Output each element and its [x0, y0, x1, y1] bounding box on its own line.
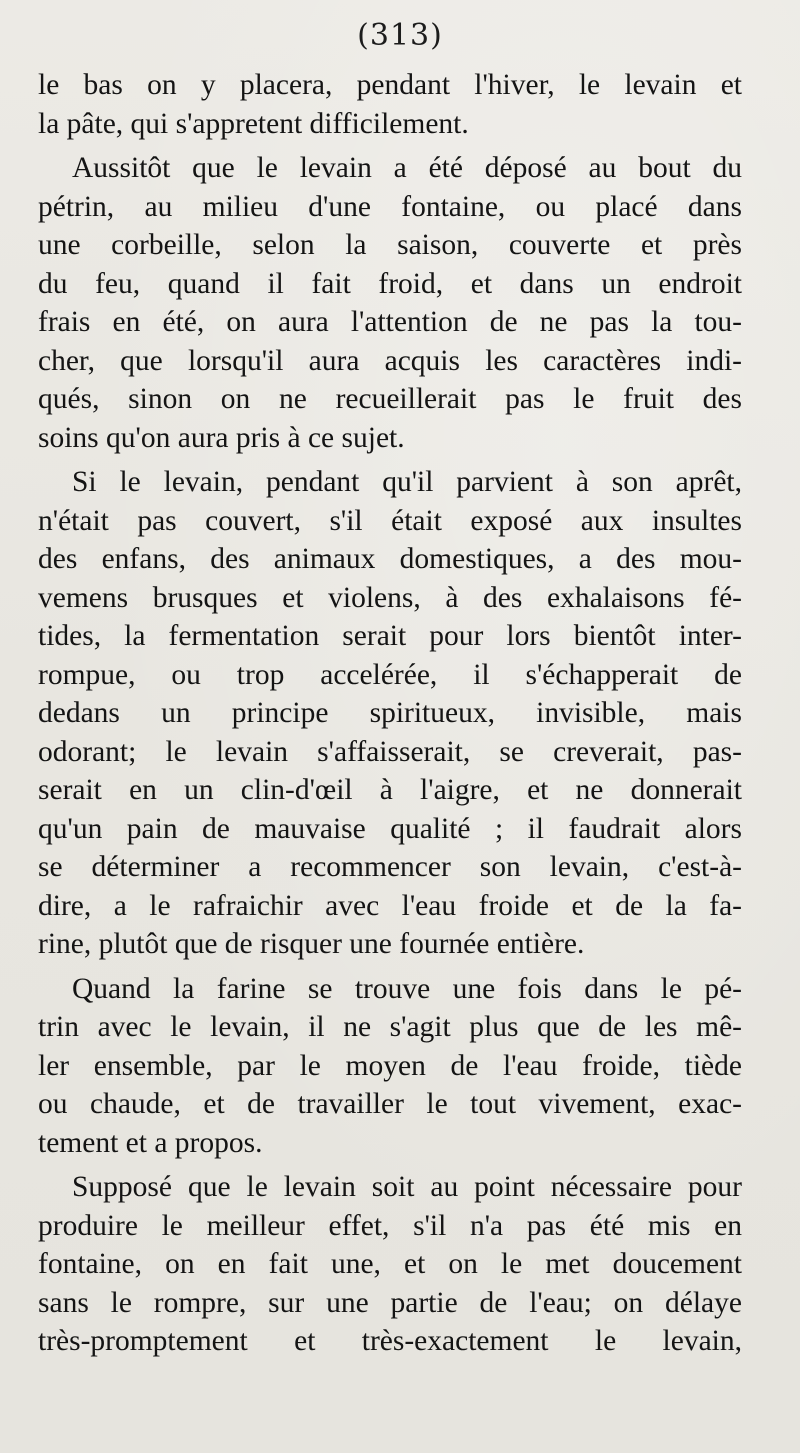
text-line: serait en un clin-d'œil à l'aigre, et ne donnerait: [38, 774, 742, 806]
text-line: qués, sinon on ne recueillerait pas le fruit des: [38, 383, 742, 415]
text-line: Quand la farine se trouve une fois dans le pé-: [72, 972, 742, 1005]
text-line: fontaine, on en fait une, et on le met doucement: [38, 1248, 742, 1280]
paragraph-4: [38, 970, 742, 1163]
text-line: pétrin, au milieu d'une fontaine, ou placé dans: [38, 190, 742, 223]
body-text: [38, 66, 742, 1361]
text-line: se déterminer a recommencer son levain, c'est-à-: [38, 851, 742, 883]
text-line: qu'un pain de mauvaise qualité ; il faudrait alors: [38, 812, 742, 845]
text-line: la pâte, qui s'appretent difficilement.: [38, 107, 469, 140]
text-line: soins qu'on aura pris à ce sujet.: [38, 421, 405, 454]
text-line: tement et a propos.: [38, 1126, 263, 1159]
paragraph-5: [38, 1168, 742, 1361]
text-line: des enfans, des animaux domestiques, a des mou-: [38, 543, 742, 575]
text-line: une corbeille, selon la saison, couverte et près: [38, 229, 742, 261]
text-line: Si le levain, pendant qu'il parvient à son aprêt,: [72, 466, 742, 498]
paragraph-2: [38, 149, 742, 457]
paragraph-3: [38, 463, 742, 964]
text-line: ler ensemble, par le moyen de l'eau froide, tiède: [38, 1049, 742, 1082]
text-line: très-promptement et très-exactement le levain,: [38, 1325, 742, 1357]
text-line: dedans un principe spiritueux, invisible, mais: [38, 697, 742, 729]
text-line: Supposé que le levain soit au point nécessaire pour: [72, 1171, 742, 1203]
text-line: le bas on y placera, pendant l'hiver, le levain et: [38, 69, 742, 101]
page-number: (313): [357, 18, 443, 53]
text-line: frais en été, on aura l'attention de ne pas la tou-: [38, 306, 742, 338]
text-line: du feu, quand il fait froid, et dans un endroit: [38, 267, 742, 300]
text-line: n'était pas couvert, s'il était exposé aux insultes: [38, 504, 742, 537]
text-line: sans le rompre, sur une partie de l'eau; on délaye: [38, 1286, 742, 1319]
text-line: vemens brusques et violens, à des exhalaisons fé-: [38, 581, 742, 614]
text-line: dire, a le rafraichir avec l'eau froide et de la fa-: [38, 889, 742, 922]
text-line: rompue, ou trop accelérée, il s'échapperait de: [38, 658, 742, 691]
text-line: produire le meilleur effet, s'il n'a pas été mis en: [38, 1209, 742, 1242]
text-line: odorant; le levain s'affaisserait, se creverait, pas-: [38, 735, 742, 768]
text-line: cher, que lorsqu'il aura acquis les caractères indi-: [38, 344, 742, 377]
text-line: tides, la fermentation serait pour lors bientôt inter-: [38, 620, 742, 652]
text-line: ou chaude, et de travailler le tout vivement, exac-: [38, 1088, 742, 1120]
text-line: Aussitôt que le levain a été déposé au bout du: [72, 152, 742, 184]
text-line: trin avec le levain, il ne s'agit plus que de les mê-: [38, 1011, 742, 1043]
paragraph-1: [38, 66, 742, 143]
text-line: rine, plutôt que de risquer une fournée entière.: [38, 928, 585, 960]
